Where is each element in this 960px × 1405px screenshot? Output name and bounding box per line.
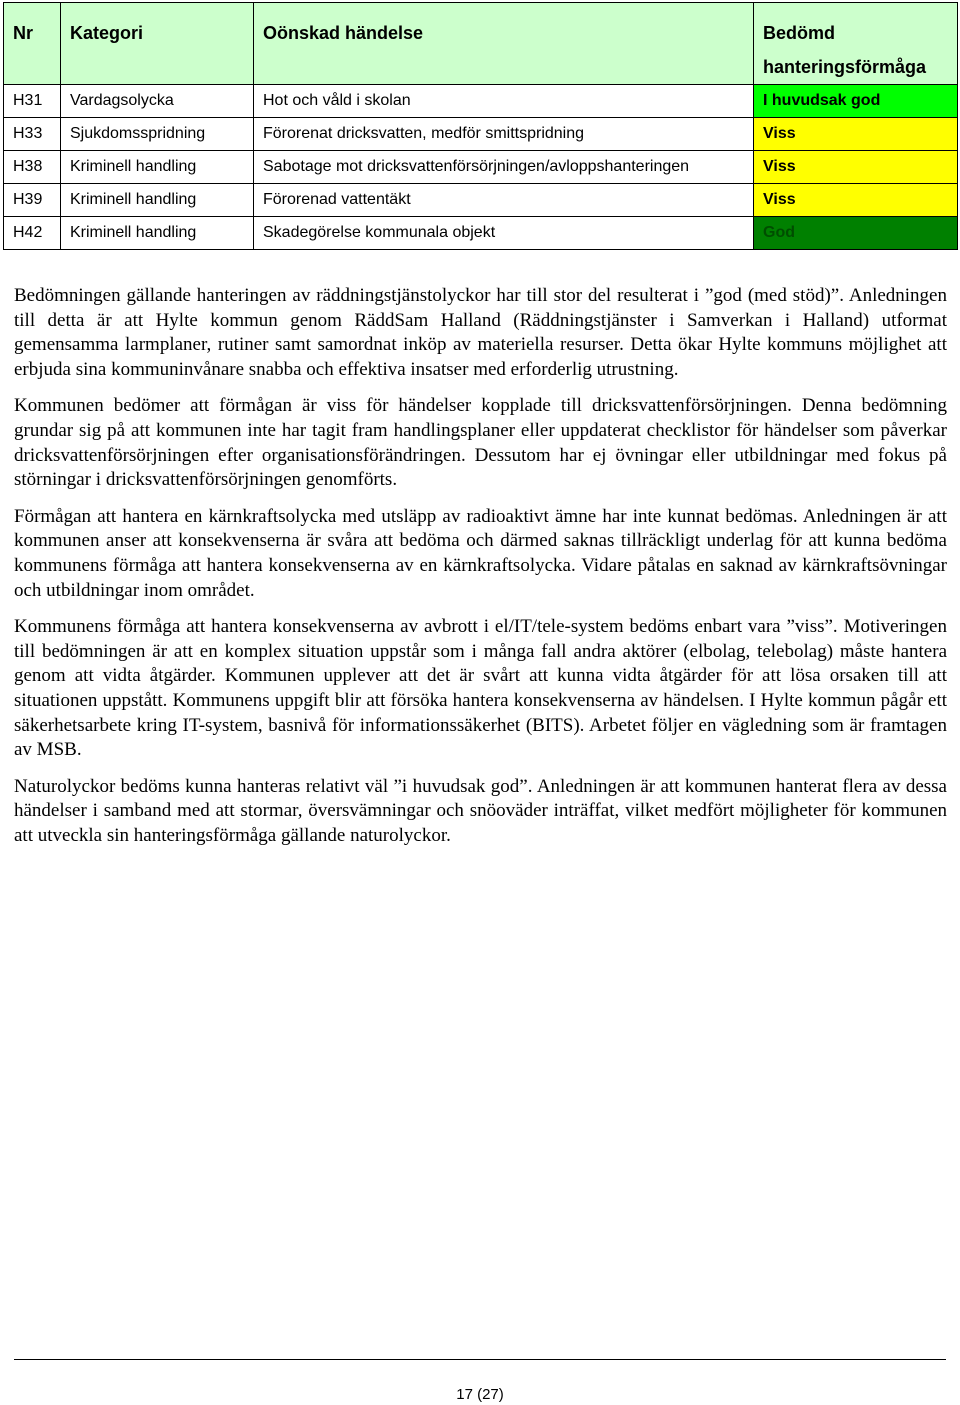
cell-category: Kriminell handling (61, 151, 254, 184)
header-capability-line1: Bedömd (763, 23, 835, 43)
paragraph-drinking-water: Kommunen bedömer att förmågan är viss för händelser kopplade till dricksvattenförsörjningen. Denna bedömning grundar sig på att kommunen inte har tagit fram handlingsplaner eller uppdaterat checklistor för händelser som påverkar dricksvattenförsörjningen efter organisationsförändringen. Dessutom har ej övningar eller utbildningar med fokus på störningar i dricksvattenförsörjningen genomförts. (14, 395, 947, 491)
cell-rating: Viss (754, 151, 958, 184)
table-header-row (4, 3, 958, 85)
header-capability (754, 3, 958, 85)
cell-event: Hot och våld i skolan (254, 85, 754, 118)
risk-assessment-table (3, 2, 958, 250)
body-text (14, 284, 947, 860)
cell-rating: I huvudsak god (754, 85, 958, 118)
cell-rating: Viss (754, 184, 958, 217)
header-event: Oönskad händelse (254, 3, 754, 85)
cell-nr: H38 (4, 151, 61, 184)
table-row (4, 118, 958, 151)
cell-category: Kriminell handling (61, 184, 254, 217)
header-category: Kategori (61, 3, 254, 85)
cell-event: Förorenat dricksvatten, medför smittspridning (254, 118, 754, 151)
cell-nr: H31 (4, 85, 61, 118)
footer-divider (14, 1359, 946, 1360)
cell-nr: H39 (4, 184, 61, 217)
paragraph-natural-disasters: Naturolyckor bedöms kunna hanteras relativt väl ”i huvudsak god”. Anledningen är att kommunen hanterat flera av dessa händelser i samband med att stormar, översvämningar och snöoväder inträffat, vilket medfört möjligheter för kommunen att utveckla sin hanteringsförmåga gällande naturolyckor. (14, 775, 947, 846)
table-row (4, 217, 958, 250)
paragraph-nuclear-accident: Förmågan att hantera en kärnkraftsolycka med utsläpp av radioaktivt ämne har inte kunnat bedömas. Anledningen är att kommunen anser att konsekvenserna är svåra att bedöma och därmed saknas tillräckligt underlag för att kunna bedöma kommunens förmåga att hantera konsekvenserna av en kärnkraftsolycka. Vidare påtalas en saknad av kärnkraftsövningar och utbildningar inom området. (14, 505, 947, 601)
cell-nr: H42 (4, 217, 61, 250)
paragraph-rescue-services: Bedömningen gällande hanteringen av räddningstjänstolyckor har till stor del resulterat i ”god (med stöd)”. Anledningen till detta är att Hylte kommun genom RäddSam Halland (Räddningstjänster i Samverkan i Halland) utformat gemensamma larmplaner, rutiner samt samordnat inköp av materiella resurser. Detta ökar Hylte kommuns möjlighet att erbjuda sina kommuninvånare snabba och effektiva insatser med erforderlig utrustning. (14, 285, 947, 380)
table-row (4, 151, 958, 184)
header-nr: Nr (4, 3, 61, 85)
cell-event: Förorenad vattentäkt (254, 184, 754, 217)
table-row (4, 85, 958, 118)
cell-category: Kriminell handling (61, 217, 254, 250)
cell-event: Skadegörelse kommunala objekt (254, 217, 754, 250)
paragraph-it-outage: Kommunens förmåga att hantera konsekvenserna av avbrott i el/IT/tele-system bedöms enbart vara ”viss”. Motiveringen till bedömningen är att en komplex situation uppstår som i många fall andra aktörer (elbolag, telebolag) måste hantera genom att vidta åtgärder. Kommunen upplever att det är svårt att kunna vidta åtgärder för att lösa orsaken till att situationen uppstått. Kommunens uppgift blir att försöka hantera konsekvenserna av händelsen. I Hylte kommun pågår ett säkerhetsarbete kring IT-system, basnivå för informationssäkerhet (BITS). Arbetet följer en vägledning som är framtagen av MSB. (14, 616, 947, 761)
cell-rating: God (754, 217, 958, 250)
header-capability-line2: hanteringsförmåga (763, 57, 927, 77)
cell-event: Sabotage mot dricksvattenförsörjningen/avloppshanteringen (254, 151, 754, 184)
cell-category: Vardagsolycka (61, 85, 254, 118)
cell-category: Sjukdomsspridning (61, 118, 254, 151)
cell-rating: Viss (754, 118, 958, 151)
page-number: 17 (27) (456, 1386, 504, 1403)
cell-nr: H33 (4, 118, 61, 151)
table-row (4, 184, 958, 217)
